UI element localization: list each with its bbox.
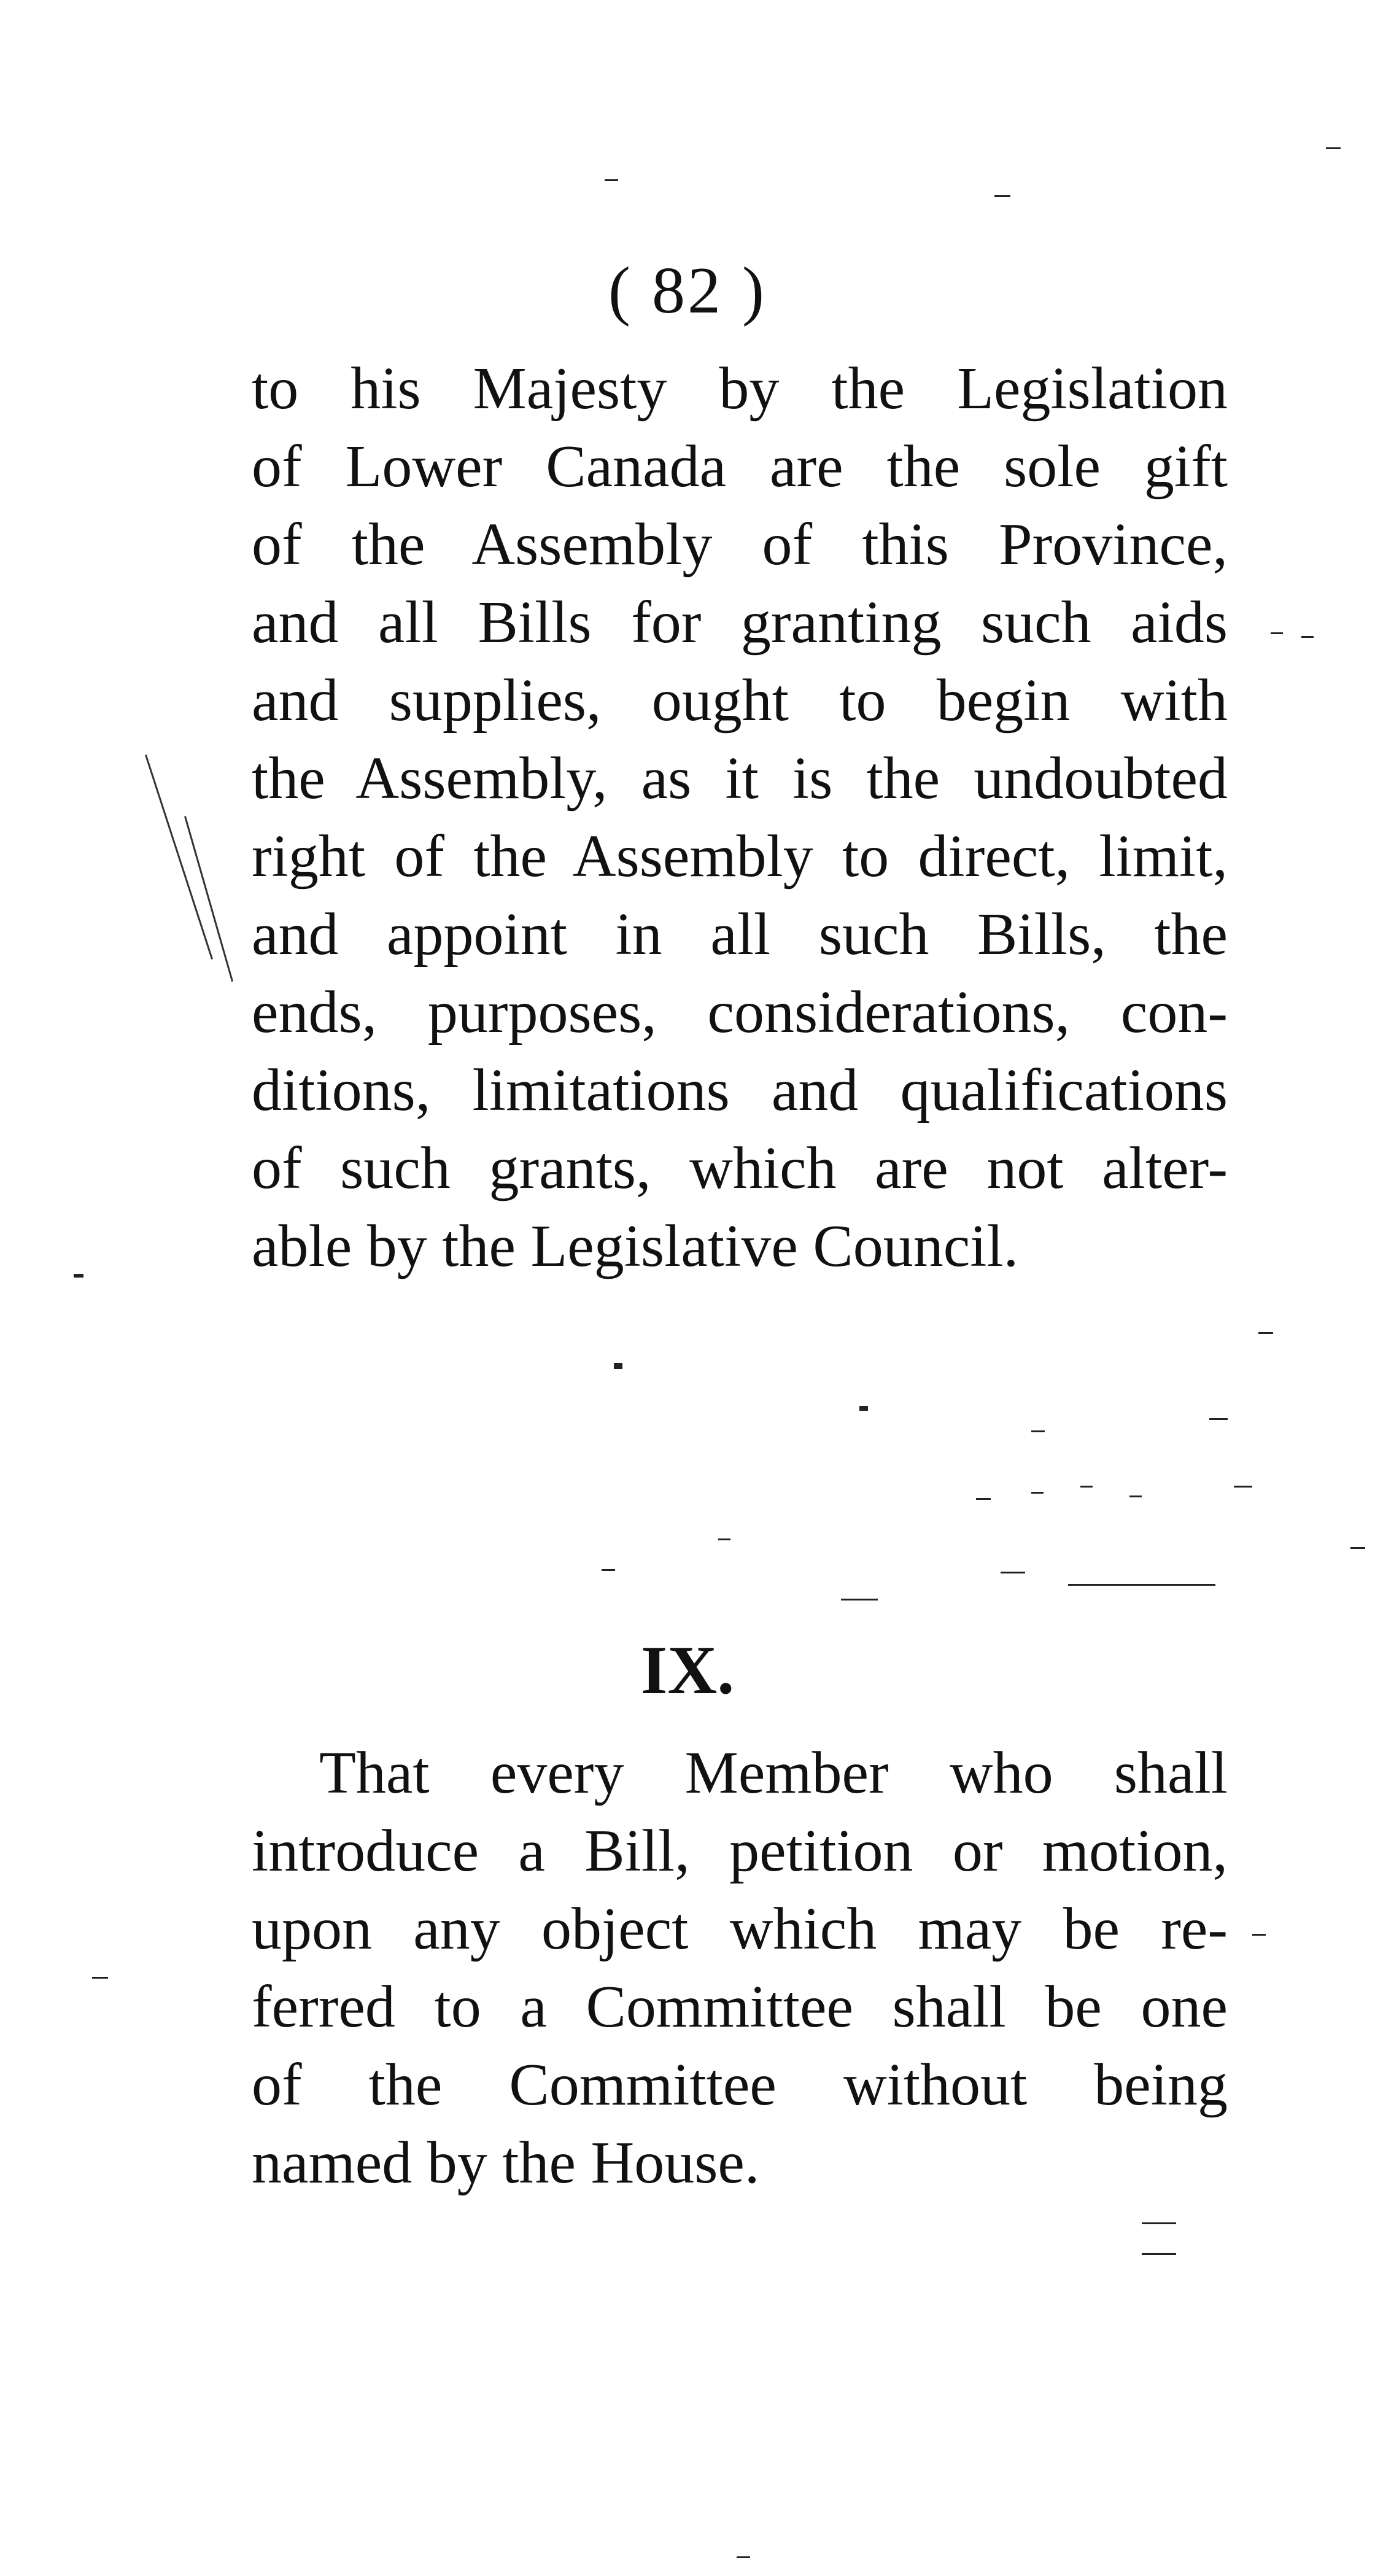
scan-speck xyxy=(602,1569,615,1571)
scan-speck xyxy=(1252,1934,1266,1936)
text-line: upon any object which may be re- xyxy=(252,1896,1228,1962)
scan-speck xyxy=(614,1363,622,1369)
scan-speck xyxy=(1258,1332,1273,1334)
text-line: able by the Legislative Council. xyxy=(252,1213,1019,1279)
margin-mark xyxy=(145,755,213,960)
paragraph-one xyxy=(252,350,1228,1286)
paragraph-two xyxy=(252,1734,1228,2202)
scan-speck xyxy=(1142,2253,1176,2255)
scan-speck xyxy=(859,1406,868,1411)
text-line: of Lower Canada are the sole gift xyxy=(252,433,1228,500)
scan-speck xyxy=(1271,632,1283,634)
scan-speck xyxy=(1068,1584,1215,1586)
text-line: and all Bills for granting such aids xyxy=(252,589,1228,656)
scan-speck xyxy=(1326,147,1341,149)
text-line: introduce a Bill, petition or motion, xyxy=(252,1818,1228,1884)
text-line: of such grants, which are not alter- xyxy=(252,1135,1228,1201)
text-line: That every Member who shall xyxy=(319,1740,1228,1806)
scan-speck xyxy=(718,1538,730,1540)
scan-speck xyxy=(1080,1486,1093,1488)
scan-speck xyxy=(841,1599,878,1600)
scan-speck xyxy=(1129,1496,1142,1497)
text-line: ditions, limitations and qualifications xyxy=(252,1057,1228,1123)
text-line: ferred to a Committee shall be one xyxy=(252,1974,1228,2040)
scan-speck xyxy=(605,179,618,181)
text-line: the Assembly, as it is the undoubted xyxy=(252,745,1228,812)
text-line: named by the House. xyxy=(252,2130,760,2196)
section-heading: IX. xyxy=(640,1632,735,1709)
text-line: of the Committee without being xyxy=(252,2052,1228,2118)
scan-speck xyxy=(737,2556,750,2558)
scan-speck xyxy=(1234,1486,1252,1488)
scan-speck xyxy=(1142,2222,1176,2224)
text-line: ends, purposes, considerations, con- xyxy=(252,979,1228,1046)
scan-speck xyxy=(1031,1430,1045,1432)
scan-speck xyxy=(994,195,1010,197)
scan-speck xyxy=(1001,1572,1025,1573)
scan-speck xyxy=(74,1274,83,1278)
scan-speck xyxy=(92,1977,108,1979)
text-line: right of the Assembly to direct, limit, xyxy=(252,823,1228,890)
text-line: and appoint in all such Bills, the xyxy=(252,901,1228,968)
scan-speck xyxy=(976,1498,991,1500)
scan-speck xyxy=(1301,636,1314,638)
scan-speck xyxy=(1209,1418,1228,1420)
text-line: of the Assembly of this Province, xyxy=(252,511,1228,578)
text-line: and supplies, ought to begin with xyxy=(252,667,1228,734)
scan-speck xyxy=(1031,1492,1044,1494)
text-line: to his Majesty by the Legislation xyxy=(252,355,1228,422)
page-number: ( 82 ) xyxy=(608,254,767,327)
scan-speck xyxy=(1350,1547,1365,1549)
